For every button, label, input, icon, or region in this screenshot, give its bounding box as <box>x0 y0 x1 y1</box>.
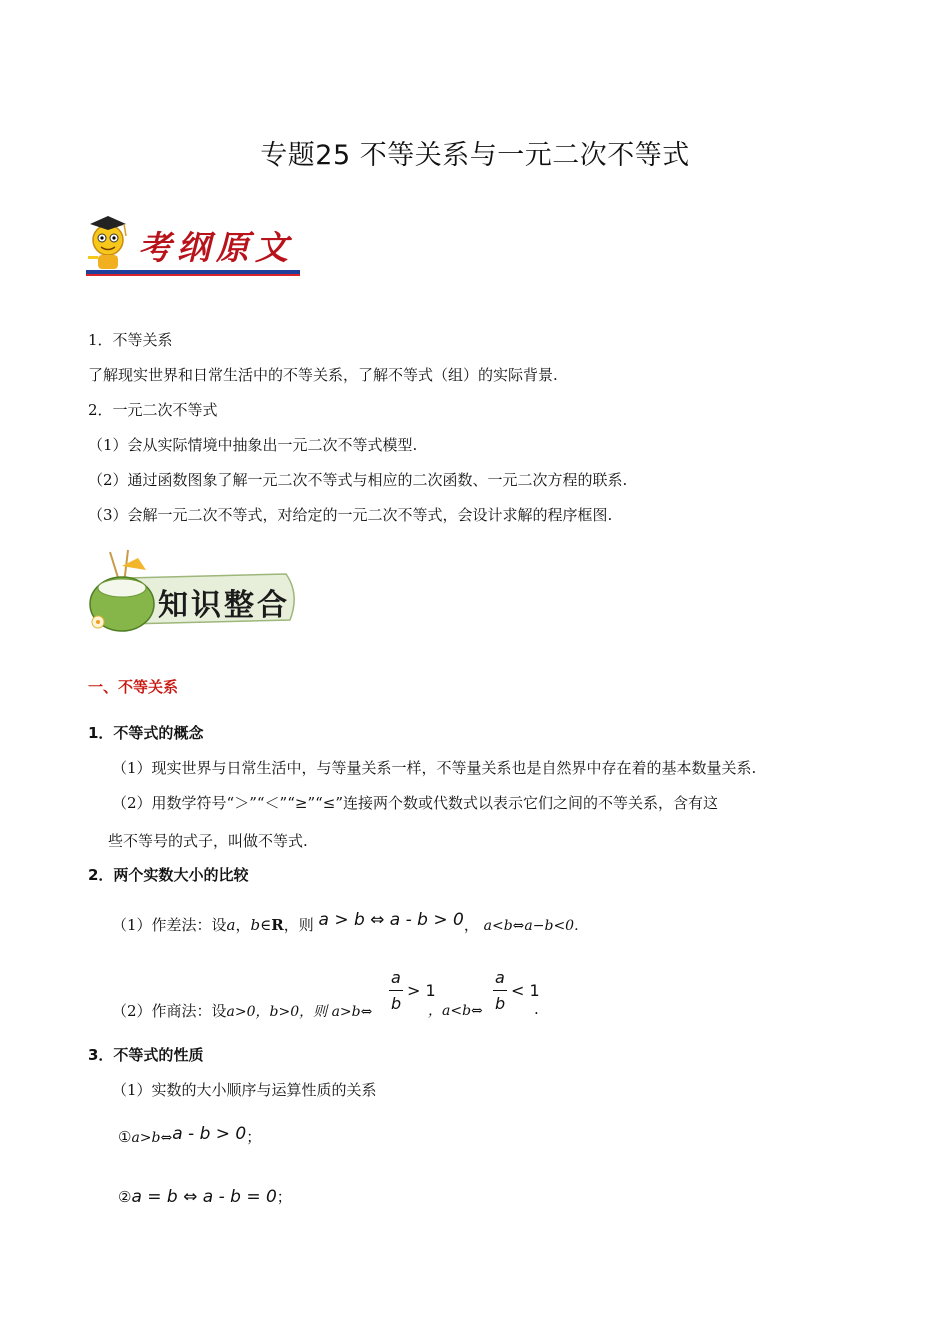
fraction-denominator: b <box>495 994 506 1013</box>
subheading-properties: 3．不等式的性质 <box>88 1046 204 1064</box>
item2-end: ； <box>276 1188 292 1206</box>
outline-line-2: 了解现实世界和日常生活中的不等关系，了解不等式（组）的实际背景. <box>88 366 558 384</box>
var-a: a <box>226 916 236 934</box>
fraction-bar <box>389 990 403 991</box>
paragraph-properties: （1）实数的大小顺序与运算性质的关系 <box>112 1081 377 1099</box>
fraction-bar <box>493 990 507 991</box>
quotient-condition: a>0，b>0，则 a>b⇔ <box>226 1004 373 1020</box>
paragraph-concept-2b: 些不等号的式子，叫做不等式. <box>108 832 308 850</box>
item1-end: ； <box>246 1128 262 1146</box>
fraction-relation: < 1 <box>511 981 540 1000</box>
quotient-prefix: （2）作商法：设 <box>112 1002 227 1020</box>
item1-formula: a - b > 0 <box>172 1124 247 1144</box>
quotient-method <box>112 1000 372 1021</box>
page-title: 专题25 不等关系与一元二次不等式 <box>260 140 690 171</box>
real-set-symbol: R <box>271 916 284 934</box>
difference-method <box>112 910 579 935</box>
quotient-middle <box>428 1000 483 1020</box>
element-of-symbol: ∈ <box>260 916 272 934</box>
quotient-mid-text: ，a<b⇔ <box>428 1003 483 1019</box>
difference-prefix: （1）作差法：设 <box>112 916 227 934</box>
subheading-compare: 2．两个实数大小的比较 <box>88 866 249 884</box>
item1-left: a>b⇔ <box>131 1130 173 1146</box>
knowledge-banner-title: 知识整合 <box>158 588 290 623</box>
comma-2: ， <box>463 916 479 934</box>
paragraph-concept-1: （1）现实世界与日常生活中，与等量关系一样，不等量关系也是自然界中存在着的基本数量关系. <box>112 759 757 777</box>
item2-formula: a = b ⇔ a - b = 0 <box>131 1187 277 1207</box>
outline-banner-title: 考纲原文 <box>138 228 294 267</box>
outline-line-5: （2）通过函数图象了解一元二次不等式与相应的二次函数、一元二次方程的联系. <box>88 471 628 489</box>
comma: ， <box>235 916 251 934</box>
outline-line-4: （1）会从实际情境中抽象出一元二次不等式模型. <box>88 436 418 454</box>
difference-formula: a > b ⇔ a - b > 0 <box>318 910 464 930</box>
section-heading: 一、不等关系 <box>88 678 179 696</box>
difference-tail: a<b⇔a−b<0. <box>483 918 579 934</box>
outline-line-1: 1．不等关系 <box>88 331 173 349</box>
property-item-1 <box>118 1126 261 1147</box>
paragraph-concept-2a: （2）用数学符号“＞”“＜”“≥”“≤”连接两个数或代数式以表示它们之间的不等关系，含有这 <box>112 794 719 812</box>
outline-line-6: （3）会解一元二次不等式，对给定的一元二次不等式，会设计求解的程序框图. <box>88 506 613 524</box>
var-b: b <box>250 916 261 934</box>
item-marker: ② <box>118 1188 132 1206</box>
fraction-denominator: b <box>391 994 402 1013</box>
then-text: ，则 <box>283 916 314 934</box>
property-item-2 <box>118 1186 292 1207</box>
fraction-numerator: a <box>391 968 401 987</box>
quotient-end: . <box>534 1000 539 1018</box>
fraction-relation: > 1 <box>407 981 436 1000</box>
outline-line-3: 2．一元二次不等式 <box>88 401 218 419</box>
fraction-numerator: a <box>495 968 505 987</box>
item-marker: ① <box>118 1128 132 1146</box>
subheading-concept: 1．不等式的概念 <box>88 724 204 742</box>
